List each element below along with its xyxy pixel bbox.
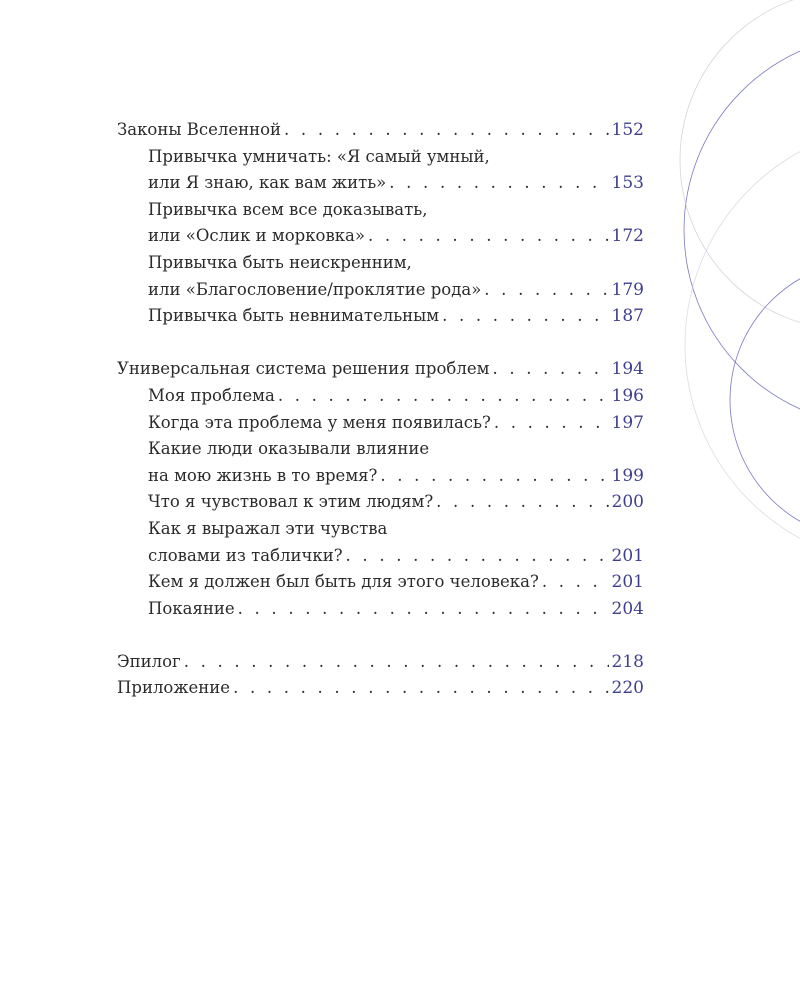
toc-entry-title: или Я знаю, как вам жить»: [148, 173, 387, 193]
dot-leader: [278, 383, 609, 410]
dot-leader: [284, 117, 609, 144]
toc-subentry: [117, 383, 644, 410]
toc-entry-title: Моя проблема: [148, 385, 275, 405]
toc-subentry: [117, 596, 644, 623]
toc-subentry: [117, 277, 644, 304]
toc-entry-title: на мою жизнь в то время?: [148, 465, 378, 485]
toc-entry-title: словами из таблички?: [148, 545, 343, 565]
toc-entry-title: Привычка всем все доказывать,: [148, 199, 428, 219]
decor-circle-middle-faint: [685, 125, 800, 565]
decor-circle-top: [684, 34, 800, 426]
toc-entry: [117, 356, 644, 383]
toc-page-number: 218: [611, 651, 644, 672]
dot-leader: [494, 410, 609, 437]
toc-subentry: [117, 197, 644, 224]
toc-page-number: 201: [611, 545, 644, 566]
toc-subentry: [117, 569, 644, 596]
dot-leader: [346, 543, 609, 570]
dot-leader: [233, 675, 608, 702]
toc-subentry: [117, 489, 644, 516]
toc-page-number: 201: [611, 572, 644, 593]
dot-leader: [492, 356, 608, 383]
toc-page-number: 197: [611, 412, 644, 433]
toc-subentry: [117, 144, 644, 171]
dot-leader: [484, 277, 608, 304]
toc-entry-title: Эпилог: [117, 651, 181, 671]
dot-leader: [389, 170, 608, 197]
dot-leader: [184, 649, 609, 676]
toc-entry-title: Покаяние: [148, 598, 235, 618]
toc-entry-title: Привычка умничать: «Я самый умный,: [148, 146, 490, 166]
toc-page-number: 220: [611, 678, 644, 699]
toc-entry-title: Как я выражал эти чувства: [148, 518, 388, 538]
toc-subentry: [117, 410, 644, 437]
toc-subentry: [117, 543, 644, 570]
dot-leader: [368, 223, 609, 250]
toc-entry: [117, 117, 644, 144]
dot-leader: [238, 596, 609, 623]
decor-circle-top-faint: [680, 0, 800, 330]
toc-page-number: 200: [611, 492, 644, 513]
toc-page-number: 204: [611, 598, 644, 619]
toc-entry: [117, 675, 644, 702]
toc-page-number: 153: [611, 173, 644, 194]
toc-page-number: 187: [611, 306, 644, 327]
dot-leader: [442, 303, 608, 330]
toc-section: [117, 649, 644, 702]
toc-entry: [117, 649, 644, 676]
toc-section: [117, 117, 644, 330]
toc-subentry: [117, 303, 644, 330]
toc-entry-title: Законы Вселенной: [117, 120, 282, 139]
toc-entry-title: Универсальная система решения проблем: [117, 359, 490, 379]
toc-entry-title: Привычка быть невнимательным: [148, 306, 440, 326]
toc-page-number: 172: [611, 226, 644, 247]
toc-page-number: 152: [611, 120, 644, 140]
dot-leader: [380, 463, 608, 490]
toc-subentry: [117, 250, 644, 277]
toc-subentry: [117, 436, 644, 463]
toc-subentry: [117, 223, 644, 250]
toc-page-number: 196: [611, 385, 644, 406]
toc-entry-title: Кем я должен был быть для этого человека?: [148, 572, 539, 592]
toc-page-number: 194: [611, 359, 644, 380]
toc-entry-title: или «Ослик и морковка»: [148, 226, 365, 246]
toc-entry-title: Какие люди оказывали влияние: [148, 439, 430, 459]
toc-section: [117, 356, 644, 622]
toc-entry-title: Приложение: [117, 678, 231, 698]
toc-entry-title: или «Благословение/проклятие рода»: [148, 279, 482, 299]
toc-page-number: 179: [611, 279, 644, 300]
dot-leader: [436, 489, 608, 516]
toc-entry-title: Привычка быть неискренним,: [148, 252, 412, 272]
decor-circle-middle: [730, 260, 800, 540]
toc-entry-title: Что я чувствовал к этим людям?: [148, 492, 434, 512]
toc-subentry: [117, 463, 644, 490]
table-of-contents: [117, 117, 644, 702]
toc-subentry: [117, 170, 644, 197]
toc-page-number: 199: [611, 465, 644, 486]
dot-leader: [542, 569, 609, 596]
toc-subentry: [117, 516, 644, 543]
toc-entry-title: Когда эта проблема у меня появилась?: [148, 412, 491, 432]
